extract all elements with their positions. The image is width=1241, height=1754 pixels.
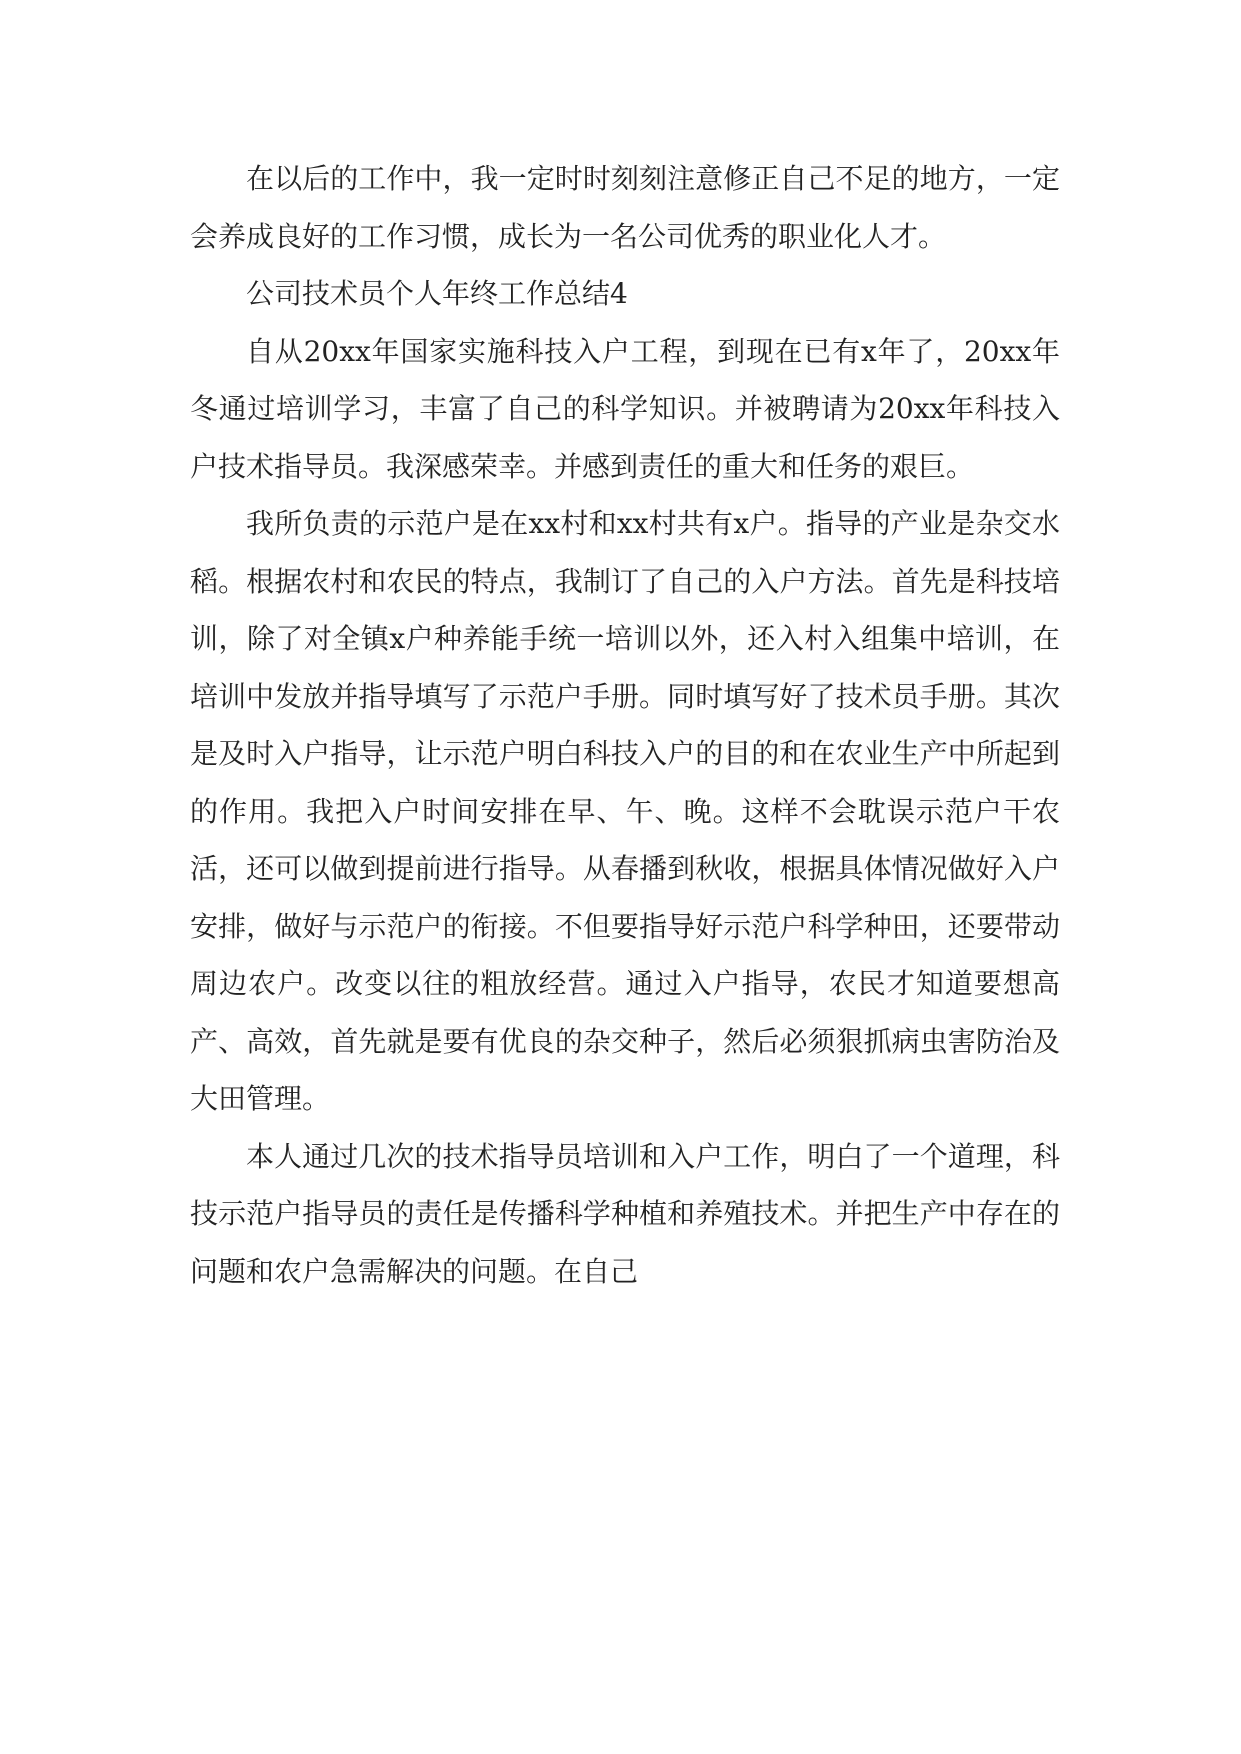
paragraph-reflection: 本人通过几次的技术指导员培训和入户工作，明白了一个道理，科技示范户指导员的责任是传播科学种植和养殖技术。并把生产中存在的问题和农户急需解决的问题。在自己	[190, 1139, 1060, 1288]
document-page	[190, 150, 1060, 1300]
paragraph-introduction: 自从20xx年国家实施科技入户工程，到现在已有x年了，20xx年冬通过培训学习，丰富了自己的科学知识。并被聘请为20xx年科技入户技术指导员。我深感荣幸。并感到责任的重大和任务的艰巨。	[190, 334, 1060, 483]
paragraph-closing-remarks: 在以后的工作中，我一定时时刻刻注意修正自己不足的地方，一定会养成良好的工作习惯，成长为一名公司优秀的职业化人才。	[190, 162, 1060, 253]
paragraph-work-details: 我所负责的示范户是在xx村和xx村共有x户。指导的产业是杂交水稻。根据农村和农民的特点，我制订了自己的入户方法。首先是科技培训，除了对全镇x户种养能手统一培训以外，还入村入组集中培训，在培训中发放并指导填写了示范户手册。同时填写好了技术员手册。其次是及时入户指导，让示范户明白科技入户的目的和在农业生产中所起到的作用。我把入户时间安排在早、午、晚。这样不会耽误示范户干农活，还可以做到提前进行指导。从春播到秋收，根据具体情况做好入户安排，做好与示范户的衔接。不但要指导好示范户科学种田，还要带动周边农户。改变以往的粗放经营。通过入户指导，农民才知道要想高产、高效，首先就是要有优良的杂交种子，然后必须狠抓病虫害防治及大田管理。	[190, 507, 1060, 1115]
section-heading: 公司技术员个人年终工作总结4	[246, 277, 628, 310]
